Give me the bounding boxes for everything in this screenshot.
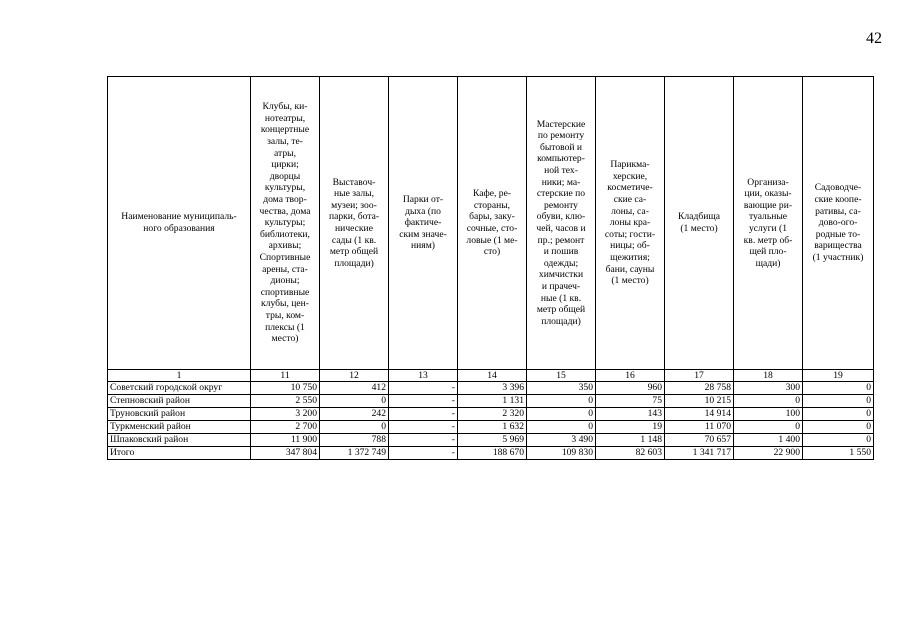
table-cell: 412 (320, 382, 389, 395)
table-cell: 109 830 (527, 447, 596, 460)
table-cell: 2 550 (251, 395, 320, 408)
table-cell: 3 490 (527, 434, 596, 447)
table-cell: 0 (320, 421, 389, 434)
table-cell: 0 (803, 434, 874, 447)
column-number: 17 (665, 370, 734, 382)
municipality-name: Степновский район (108, 395, 251, 408)
table-cell: 2 320 (458, 408, 527, 421)
municipality-name: Советский городской округ (108, 382, 251, 395)
table-cell: 1 341 717 (665, 447, 734, 460)
column-number: 13 (389, 370, 458, 382)
table-cell: 788 (320, 434, 389, 447)
header-salons-hotels: Парикма- херские, косметиче- ские са- лоны, са- лоны кра- соты; гости- ницы; об- щежития; бани, сауны (1 место) (596, 77, 665, 370)
table-cell: 0 (803, 408, 874, 421)
column-number: 15 (527, 370, 596, 382)
table-cell: 19 (596, 421, 665, 434)
table-cell: 1 632 (458, 421, 527, 434)
header-exhibitions-museums: Выставоч- ные залы, музеи; зоо- парки, бота- нические сады (1 кв. метр общей площади) (320, 77, 389, 370)
table-cell: 1 148 (596, 434, 665, 447)
table-cell: 22 900 (734, 447, 803, 460)
municipal-services-table (107, 76, 874, 460)
column-number: 16 (596, 370, 665, 382)
table-row (108, 434, 874, 447)
table-cell: - (389, 408, 458, 421)
table-cell: 100 (734, 408, 803, 421)
municipality-name: Туркменский район (108, 421, 251, 434)
column-number: 1 (108, 370, 251, 382)
table-row (108, 421, 874, 434)
table-cell: - (389, 421, 458, 434)
page-number: 42 (866, 30, 882, 47)
table-cell: 14 914 (665, 408, 734, 421)
table-row (108, 382, 874, 395)
total-label: Итого (108, 447, 251, 460)
table-cell: 1 372 749 (320, 447, 389, 460)
table-cell: 11 900 (251, 434, 320, 447)
table-cell: 0 (734, 421, 803, 434)
header-municipality: Наименование муниципаль- ного образования (108, 77, 251, 370)
header-cemeteries: Кладбища (1 место) (665, 77, 734, 370)
header-cafes-restaurants: Кафе, ре- стораны, бары, заку- сочные, сто- ловые (1 ме- сто) (458, 77, 527, 370)
column-number: 18 (734, 370, 803, 382)
column-number: 19 (803, 370, 874, 382)
header-parks: Парки от- дыха (по фактиче- ским значе- ниям) (389, 77, 458, 370)
table-cell: 10 750 (251, 382, 320, 395)
municipality-name: Труновский район (108, 408, 251, 421)
table-cell: 188 670 (458, 447, 527, 460)
table-cell: 0 (803, 382, 874, 395)
column-number-row (108, 370, 874, 382)
table-cell: 70 657 (665, 434, 734, 447)
header-row (108, 77, 874, 370)
table-cell: 0 (527, 395, 596, 408)
header-garden-cooperatives: Садоводче- ские коопе- ративы, са- дово-ого- родные то- варищества (1 участник) (803, 77, 874, 370)
table-cell: 0 (734, 395, 803, 408)
table-cell: 1 550 (803, 447, 874, 460)
municipality-name: Шпаковский район (108, 434, 251, 447)
table-cell: 2 700 (251, 421, 320, 434)
table-cell: 75 (596, 395, 665, 408)
table-cell: 82 603 (596, 447, 665, 460)
table-cell: - (389, 382, 458, 395)
header-funeral-services: Организа- ции, оказы- вающие ри- туальные услуги (1 кв. метр об- щей пло- щади) (734, 77, 803, 370)
table-cell: 3 200 (251, 408, 320, 421)
table-cell: 242 (320, 408, 389, 421)
table-cell: 1 131 (458, 395, 527, 408)
table-cell: 0 (527, 421, 596, 434)
column-number: 14 (458, 370, 527, 382)
table-cell: 143 (596, 408, 665, 421)
table-cell: 0 (803, 395, 874, 408)
table-cell: 10 215 (665, 395, 734, 408)
table-cell: 11 070 (665, 421, 734, 434)
table-cell: - (389, 447, 458, 460)
table-cell: - (389, 434, 458, 447)
table-cell: 347 804 (251, 447, 320, 460)
table-cell: 960 (596, 382, 665, 395)
table-cell: 1 400 (734, 434, 803, 447)
header-clubs-theaters: Клубы, ки- нотеатры, концертные залы, те- атры, цирки; дворцы культуры, дома твор- чества, дома культуры; библиотеки, архивы; Спортивные арены, ста- дионы; спортивные клубы, цен- тры, ком- плексы (1 место) (251, 77, 320, 370)
table-cell: 300 (734, 382, 803, 395)
table-row (108, 408, 874, 421)
table-cell: - (389, 395, 458, 408)
column-number: 12 (320, 370, 389, 382)
table-cell: 28 758 (665, 382, 734, 395)
column-number: 11 (251, 370, 320, 382)
table-cell: 0 (803, 421, 874, 434)
table-cell: 5 969 (458, 434, 527, 447)
table-cell: 3 396 (458, 382, 527, 395)
table-cell: 0 (527, 408, 596, 421)
header-repair-workshops: Мастерские по ремонту бытовой и компьютер- ной тех- ники; ма- стерские по ремонту обуви, клю- чей, часов и пр.; ремонт и пошив одежды; химчистки и прачеч- ные (1 кв. метр общей площади) (527, 77, 596, 370)
table-row (108, 395, 874, 408)
table-cell: 0 (320, 395, 389, 408)
table-cell: 350 (527, 382, 596, 395)
total-row (108, 447, 874, 460)
